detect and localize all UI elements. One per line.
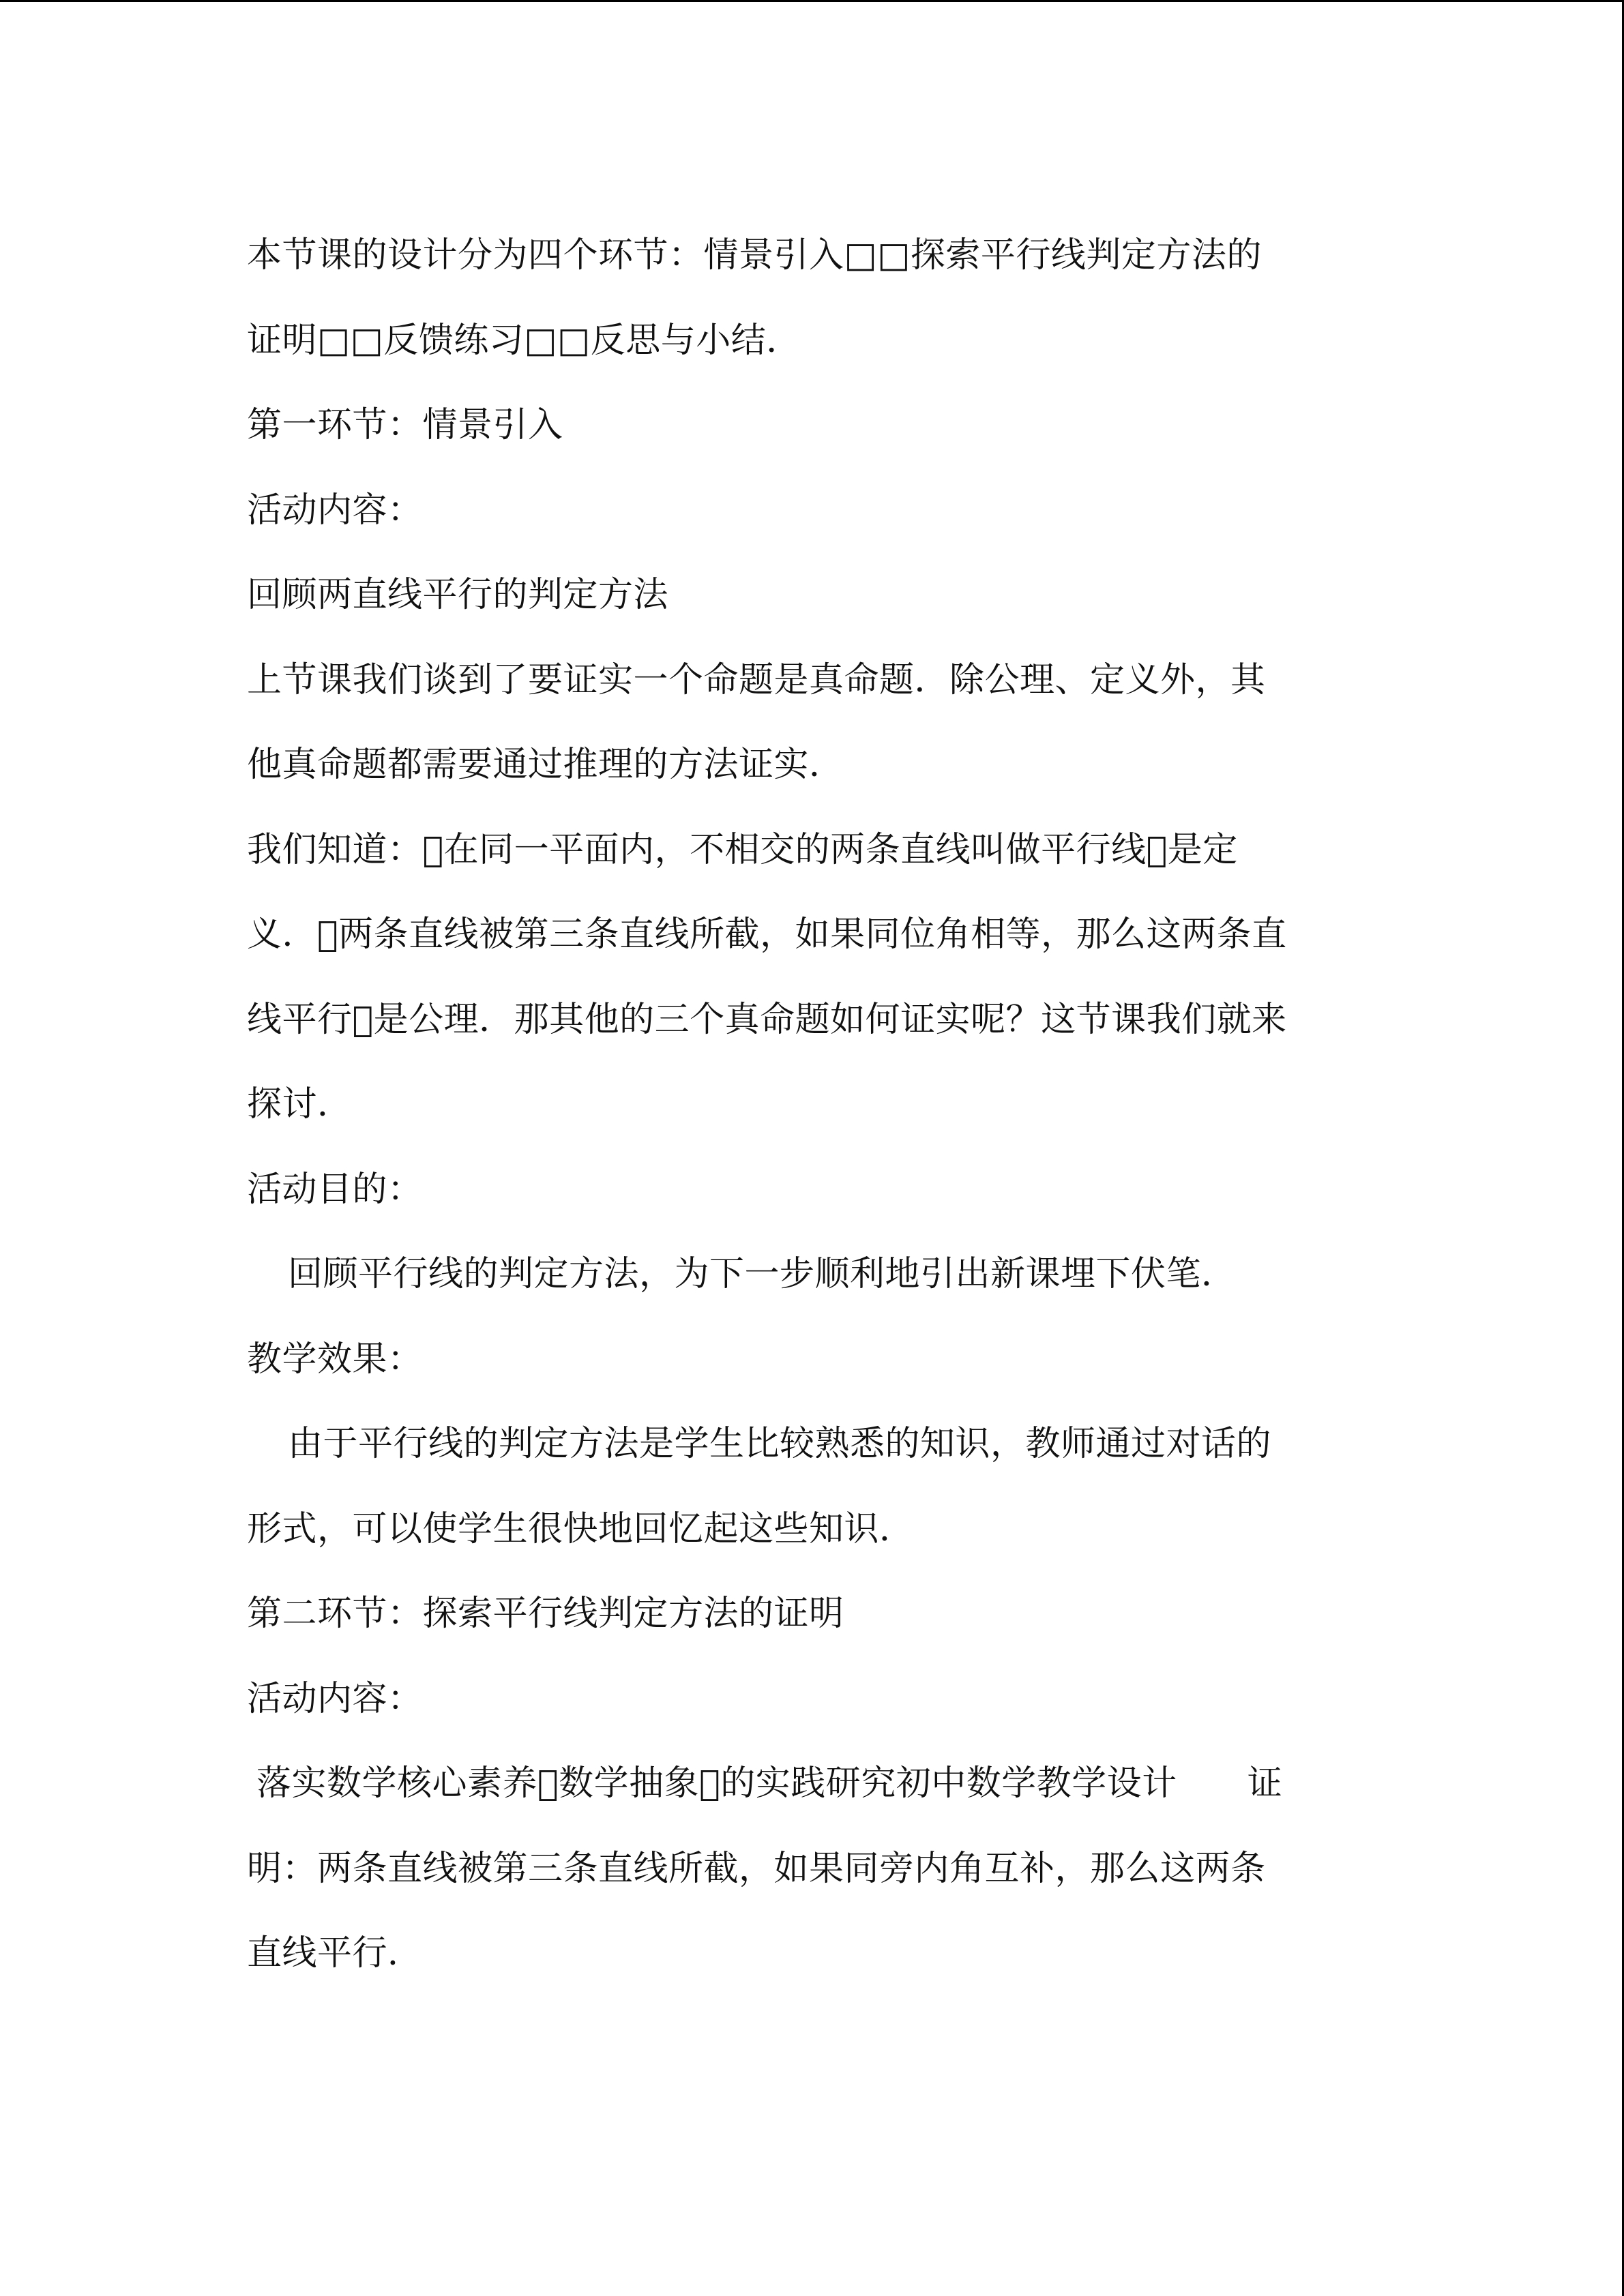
paragraph-line: 义． 两条直线被第三条直线所截，如果同位角相等，那么这两条直	[247, 914, 1287, 955]
document-body	[247, 213, 1372, 1997]
paragraph-line: 证明□□反馈练习□□反思与小结．	[247, 320, 801, 361]
paragraph-line: 探讨．	[247, 1084, 353, 1124]
paragraph-line: 本节课的设计分为四个环节：情景引入□□探索平行线判定方法的	[247, 235, 1262, 275]
paragraph-line: 直线平行．	[247, 1933, 423, 1973]
paragraph-line: 上节课我们谈到了要证实一个命题是真命题．除公理、定义外，其	[247, 659, 1266, 700]
paragraph-line: 回顾平行线的判定方法，为下一步顺利地引出新课埋下伏笔．	[288, 1254, 1237, 1294]
subheading: 活动内容：	[247, 490, 423, 531]
subheading: 活动内容：	[247, 1678, 423, 1719]
paragraph-line: 回顾两直线平行的判定方法	[247, 575, 669, 615]
paragraph-line: 他真命题都需要通过推理的方法证实．	[247, 745, 844, 785]
paragraph-line: 我们知道： 在同一平面内，不相交的两条直线叫做平行线 是定	[247, 829, 1238, 870]
paragraph-line: 由于平行线的判定方法是学生比较熟悉的知识，教师通过对话的	[288, 1424, 1272, 1464]
paragraph-line: 明：两条直线被第三条直线所截，如果同旁内角互补，那么这两条	[247, 1848, 1266, 1889]
section-heading: 第一环节：情景引入	[247, 405, 563, 445]
subheading: 活动目的：	[247, 1169, 423, 1210]
paragraph-line: 落实数学核心素养 数学抽象 的实践研究初中数学教学设计 证	[256, 1763, 1283, 1804]
paragraph-line: 形式，可以使学生很快地回忆起这些知识．	[247, 1508, 915, 1549]
subheading: 教学效果：	[247, 1339, 423, 1380]
section-heading: 第二环节：探索平行线判定方法的证明	[247, 1594, 844, 1634]
paragraph-line: 线平行 是公理．那其他的三个真命题如何证实呢？这节课我们就来	[247, 999, 1287, 1040]
